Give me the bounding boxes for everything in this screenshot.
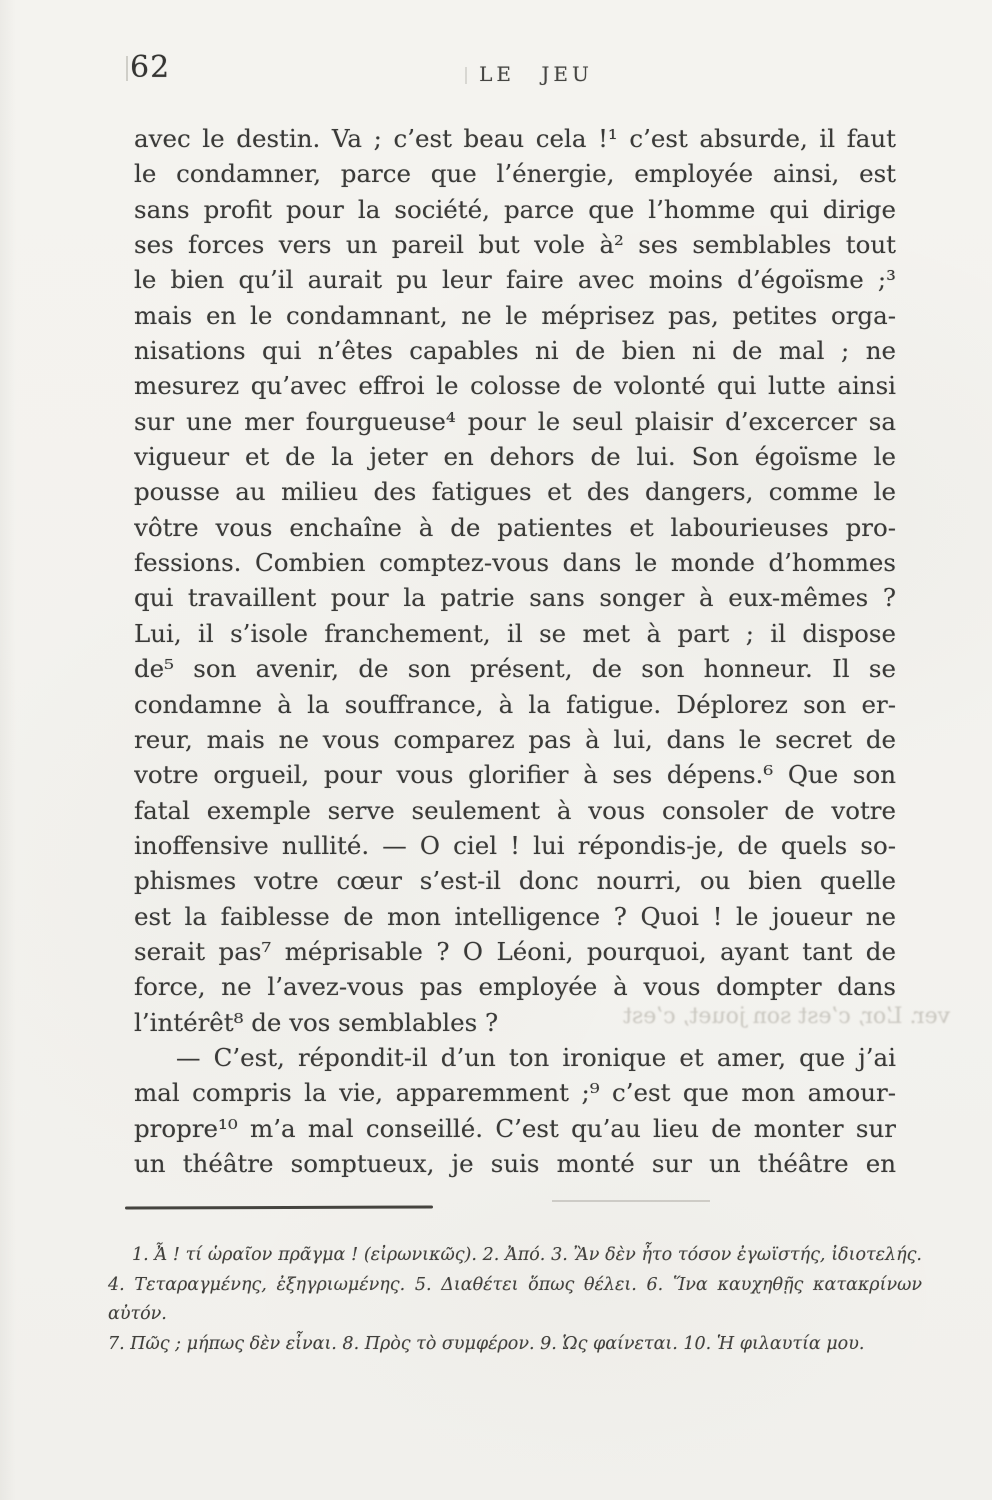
text-line: vôtre vous enchaîne à de patientes et labourieuses pro- <box>134 512 896 542</box>
text-line: reur, mais ne vous comparez pas à lui, dans le secret de <box>134 724 896 754</box>
text-line: le bien qu’il aurait pu leur faire avec moins d’égoïsme ;³ <box>134 265 896 295</box>
text-line: avec le destin. Va ; c’est beau cela !¹ c’est absurde, il faut <box>134 124 896 153</box>
text-line: fatal exemple serve seulement à vous consoler de votre <box>134 795 896 825</box>
footnote-line: 7. Πῶς ; μήπως δὲν εἶναι. 8. Πρὸς τὸ συμφέρον. 9. Ὡς φαίνεται. 10. Ἡ φιλαυτία μου. <box>108 1333 865 1354</box>
text-line: pousse au milieu des fatigues et des dangers, comme le <box>134 477 896 507</box>
text-line: fessions. Combien comptez-vous dans le monde d’hommes <box>134 548 896 578</box>
text-line: l’intérêt⁸ de vos semblables ? <box>134 1007 499 1037</box>
footnote-separator-rule <box>125 1205 433 1209</box>
text-line: inoffensive nullité. — O ciel ! lui répondis-je, de quels so- <box>134 830 896 860</box>
text-line: serait pas⁷ méprisable ? O Léoni, pourquoi, ayant tant de <box>134 936 896 966</box>
text-line: votre orgueil, pour vous glorifier à ses dépens.⁶ Que son <box>134 760 896 790</box>
text-line: est la faiblesse de mon intelligence ? Quoi ! le joueur ne <box>134 901 896 931</box>
running-header: LE JEU <box>479 62 593 86</box>
text-line: propre¹⁰ m’a mal conseillé. C’est qu’au lieu de monter sur <box>134 1113 896 1143</box>
text-line: ses forces vers un pareil but vole à² ses semblables tout <box>134 230 896 260</box>
text-line: condamne à la souffrance, à la fatigue. Déplorez son er- <box>134 689 896 719</box>
text-line: un théâtre somptueux, je suis monté sur un théâtre en <box>134 1148 896 1178</box>
text-line: phismes votre cœur s’est-il donc nourri, ou bien quelle <box>134 866 896 896</box>
text-line: mal compris la vie, apparemment ;⁹ c’est que mon amour- <box>134 1078 896 1108</box>
text-line: force, ne l’avez-vous pas employée à vous dompter dans <box>134 972 896 1002</box>
text-line: vigueur et de la jeter en dehors de lui. Son égoïsme le <box>134 442 896 472</box>
footnotes <box>108 1241 922 1359</box>
footnote-line: 1. Ἆ ! τί ὡραῖον πρᾶγμα ! (εἰρωνικῶς). 2. Ἀπό. 3. Ἂν δὲν ἦτο τόσον ἐγωϊστής, ἰδιοτελής. <box>132 1245 922 1265</box>
page-number: 62 <box>130 50 171 85</box>
text-line: de⁵ son avenir, de son présent, de son honneur. Il se <box>134 654 896 684</box>
text-line: sans profit pour la société, parce que l’homme qui dirige <box>134 194 896 224</box>
text-line: qui travaillent pour la patrie sans songer à eux-mêmes ? <box>134 583 896 613</box>
show-through-text: ver. L’or, c’est son jouet, c’est <box>623 1004 950 1029</box>
text-line: sur une mer fourgueuse⁴ pour le seul plaisir d’excercer sa <box>134 406 896 436</box>
text-line: nisations qui n’êtes capables ni de bien ni de mal ; ne <box>134 336 896 366</box>
text-line: mesurez qu’avec effroi le colosse de volonté qui lutte ainsi <box>134 371 896 401</box>
text-line: Lui, il s’isole franchement, il se met à part ; il dispose <box>134 618 896 648</box>
text-line: mais en le condamnant, ne le méprisez pas, petites orga- <box>134 300 896 330</box>
footnote-line: 4. Τεταραγμένης, ἐξηγριωμένης. 5. Διαθέτει ὅπως θέλει. 6. Ἵνα καυχηθῇς κατακρίνων αὐτόν. <box>108 1274 922 1324</box>
text-line: — C’est, répondit-il d’un ton ironique et amer, que j’ai <box>176 1042 896 1072</box>
text-line: le condamner, parce que l’énergie, employée ainsi, est <box>134 159 896 189</box>
scan-artifact-line <box>552 1200 710 1202</box>
